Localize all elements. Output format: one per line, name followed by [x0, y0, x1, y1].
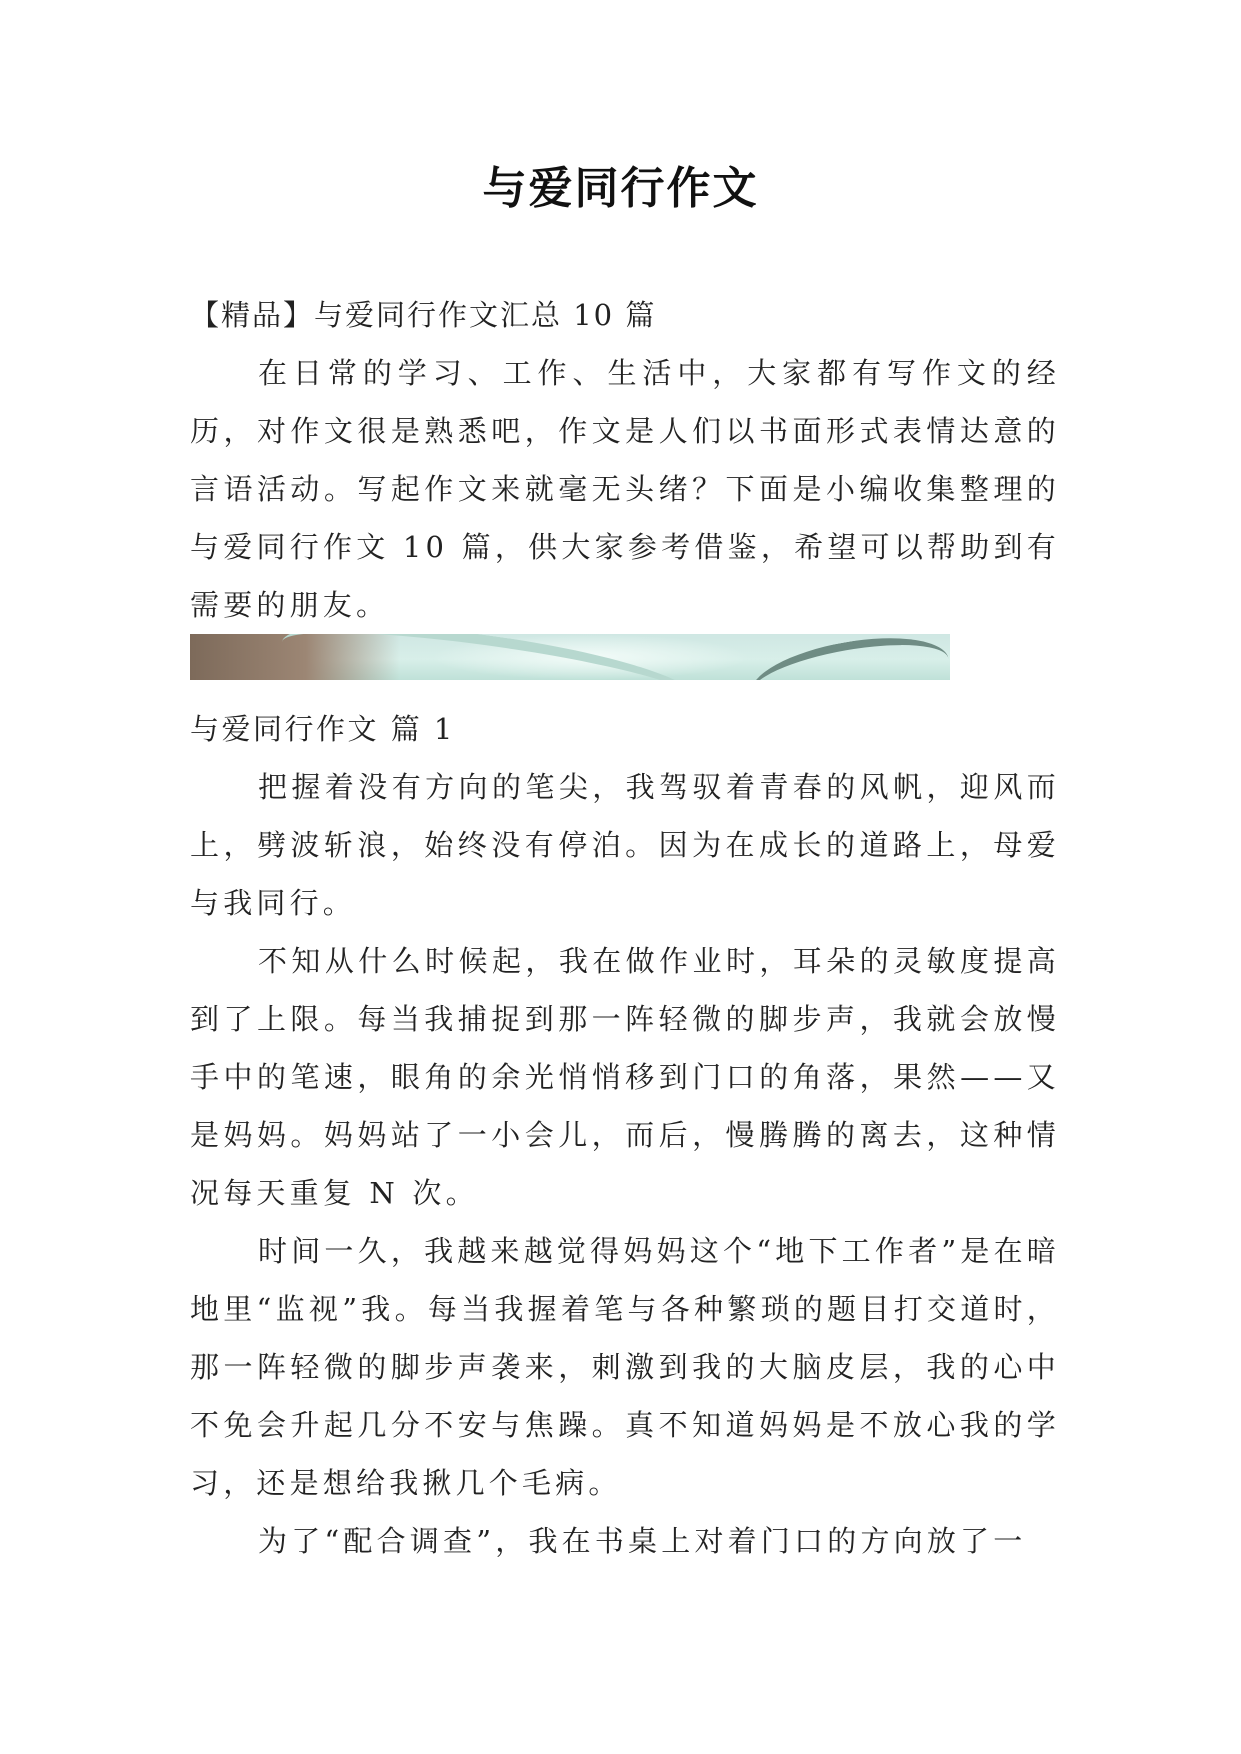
body-paragraph: 把握着没有方向的笔尖，我驾驭着青春的风帆，迎风而上，劈波斩浪，始终没有停泊。因为在成长的道路上，母爱与我同行。: [190, 770, 1060, 920]
document-subtitle: 【精品】与爱同行作文汇总 10 篇: [190, 298, 657, 332]
body-paragraph: 时间一久，我越来越觉得妈妈这个“地下工作者”是在暗地里“监视”我。每当我握着笔与各种繁琐的题目打交道时，那一阵轻微的脚步声袭来，刺激到我的大脑皮层，我的心中不免会升起几分不安与焦躁。真不知道妈妈是不放心我的学习，还是想给我揪几个毛病。: [190, 1234, 1060, 1500]
page-title: 与爱同行作文: [482, 163, 759, 214]
intro-paragraph: 在日常的学习、工作、生活中，大家都有写作文的经历，对作文很是熟悉吧，作文是人们以书面形式表情达意的言语活动。写起作文来就毫无头绪？下面是小编收集整理的与爱同行作文 10 篇，供大家参考借鉴，希望可以帮助到有需要的朋友。: [190, 356, 1060, 622]
body-paragraph: 为了“配合调查”，我在书桌上对着门口的方向放了一: [258, 1524, 1027, 1558]
intro-section: [190, 344, 1060, 634]
banner-image: [190, 634, 950, 680]
body-paragraph: 不知从什么时候起，我在做作业时，耳朵的灵敏度提高到了上限。每当我捕捉到那一阵轻微的脚步声，我就会放慢手中的笔速，眼角的余光悄悄移到门口的角落，果然——又是妈妈。妈妈站了一小会儿，而后，慢腾腾的离去，这种情况每天重复 N 次。: [190, 944, 1060, 1210]
essay-body: [190, 758, 1060, 1570]
section-heading: 与爱同行作文 篇 1: [190, 712, 455, 746]
